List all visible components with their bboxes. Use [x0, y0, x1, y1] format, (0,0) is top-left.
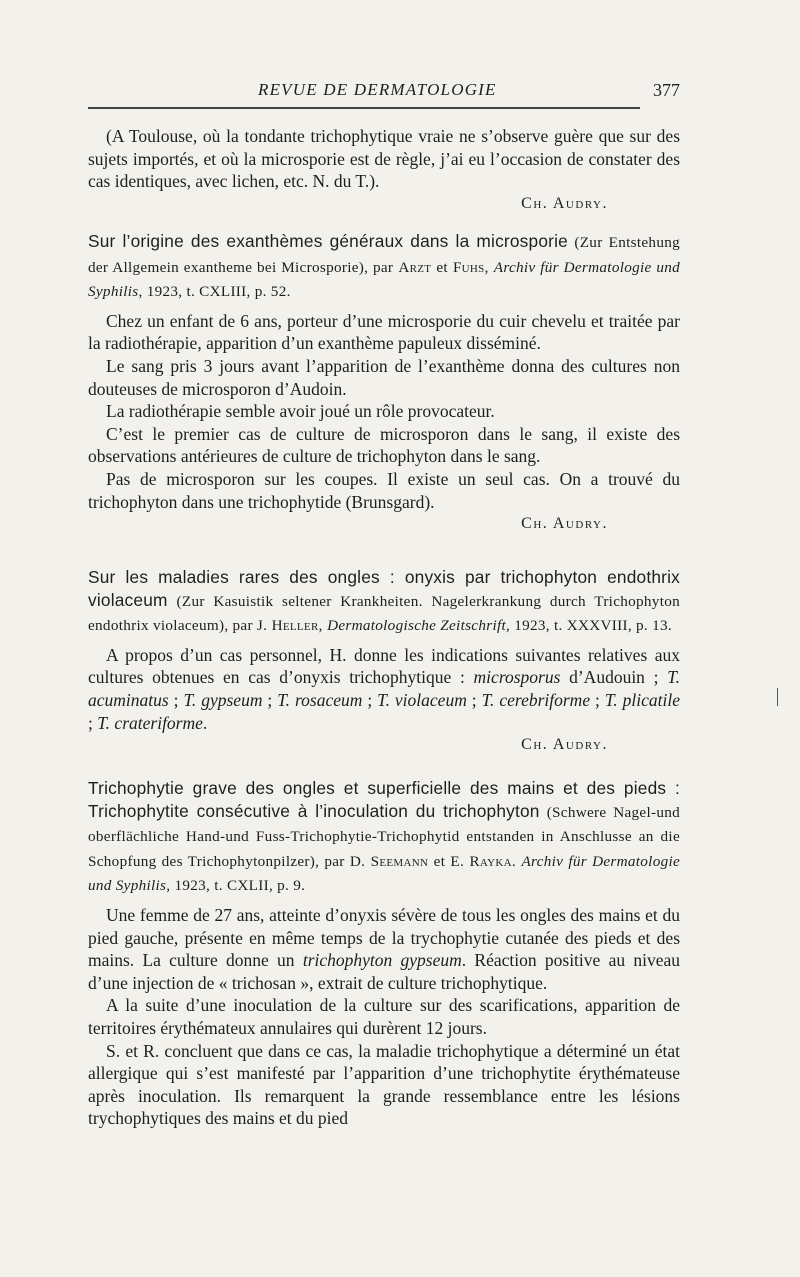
article-1-heading: Sur l’origine des exanthèmes généraux dans la microsporie (Zur Entstehung der Allgemein exantheme bei Microsporie), par Arzt et Fuhs, Archiv für Dermatologie und Syphilis, 1923, t. CXLIII, p. 52.: [88, 231, 681, 301]
article-2-signature: Ch. Audry.: [521, 736, 608, 754]
article-1-paragraph: Pas de microsporon sur les coupes. Il existe un seul cas. On a trouvé du trichophyton dans une trichophytide (Brunsgard).: [88, 468, 680, 512]
article-2-paragraph: A propos d’un cas personnel, H. donne les indications suivantes relatives aux cultures obtenues en cas d’onyxis trichophytique : microsporus d’Audouin ; T. acuminatus ; T. gypseum ; T. rosaceum ; T. violaceum ; T. cerebriforme ; T. plicatile ; T. crateriforme.: [88, 644, 681, 733]
article-1-paragraph: Le sang pris 3 jours avant l’apparition de l’exanthème donna des cultures non douteuses de microsporon d’Audoin.: [88, 355, 680, 399]
page-header: [88, 80, 680, 102]
journal-archiv: Archiv für Dermatologie und Syphilis: [88, 852, 681, 895]
article-3-paragraph: S. et R. concluent que dans ce cas, la maladie trichophytique a déterminé un état allergique qui s’est manifesté par l’apparition d’une trichophytite érythémateuse après inoculation. Ils remarquent la grande ressemblance entre les lésions trychophytiques des mains et du pied: [88, 1040, 680, 1129]
article-1-paragraph: Chez un enfant de 6 ans, porteur d’une microsporie du cuir chevelu et traitée par la radiothérapie, apparition d’un exanthème papuleux disséminé.: [88, 310, 680, 354]
article-1-paragraph: C’est le premier cas de culture de microsporon dans le sang, il existe des observations antérieures de culture de trichophyton dans le sang.: [88, 423, 680, 467]
species-name: microsporus: [473, 667, 561, 688]
article-1: [88, 230, 680, 536]
article-2-heading: Sur les maladies rares des ongles : onyxis par trichophyton endothrix violaceum (Zur Kasuistik seltener Krankheiten. Nagelerkrankung durch Trichophyton endothrix violaceum), par J. Heller, Dermatologische Zeitschrift, 1923, t. XXXVIII, p. 13.: [88, 567, 681, 635]
page-number: 377: [653, 80, 680, 100]
article-1-title: Sur l’origine des exanthèmes généraux dans la microsporie: [88, 231, 568, 251]
margin-mark: [777, 688, 778, 706]
article-2: [88, 566, 680, 757]
species-name: T. rosaceum: [277, 689, 363, 710]
article-3-heading: Trichophytie grave des ongles et superficielle des mains et des pieds : Trichophytite consécutive à l’inoculation du trichophyton (Schwere Nagel-und oberflächliche Hand-und Fuss-Trichophytie-Trichophytid entstanden in Anschlusse an die Schopfung des Trichophytonpilzer), par D. Seemann et E. Rayka. Archiv für Dermatologie und Syphilis, 1923, t. CXLII, p. 9.: [88, 778, 681, 895]
article-3-title-2: Trichophytite consécutive à l’inoculation du trichophyton: [88, 800, 540, 821]
author-seemann: Seemann: [370, 852, 429, 870]
species-name: T. gypseum: [183, 689, 263, 710]
author-arzt: Arzt: [398, 258, 432, 276]
species-name: T. violaceum: [377, 689, 467, 710]
species-name: T. cerebriforme: [481, 689, 591, 710]
intro-paragraph: (A Toulouse, où la tondante trichophytique vraie ne s’observe guère que sur des sujets importés, et où la microsporie est de règle, j’ai eu l’occasion de constater des cas identiques, avec lichen, etc. N. du T.).: [88, 126, 680, 192]
species-name: T. plicatile: [604, 689, 680, 710]
article-1-signature: Ch. Audry.: [521, 515, 608, 533]
article-2-title: Sur les maladies rares des ongles : onyxis par trichophyton endothrix violaceum: [88, 567, 680, 610]
author-heller: Heller: [271, 617, 319, 635]
article-3-paragraph: A la suite d’une inoculation de la culture sur des scarifications, apparition de territoires érythémateux annulaires qui durèrent 12 jours.: [88, 995, 680, 1038]
species-name: T. acuminatus: [88, 667, 681, 710]
species-name: trichophyton gypseum: [302, 950, 462, 971]
intro-signature: Ch. Audry.: [521, 194, 608, 212]
journal-dermatologische: Dermatologische Zeitschrift: [327, 617, 507, 635]
intro-section: [88, 125, 680, 215]
species-name: T. crateriforme: [97, 712, 203, 733]
author-rayka: Rayka: [469, 852, 512, 870]
journal-archiv: Archiv für Dermatologie und Syphilis: [88, 258, 681, 301]
header-rule: [88, 107, 640, 109]
article-1-paragraph: La radiothérapie semble avoir joué un rôle provocateur.: [106, 401, 495, 422]
article-3-title-1: Trichophytie grave des ongles et superficielle des mains et des pieds :: [88, 778, 680, 798]
author-fuhs: Fuhs: [452, 258, 485, 276]
running-title: REVUE DE DERMATOLOGIE: [258, 80, 497, 99]
article-3: [88, 777, 680, 1130]
article-3-paragraph: Une femme de 27 ans, atteinte d’onyxis sévère de tous les ongles des mains et du pied gauche, présente en même temps de la trychophytie cutanée des pieds et des mains. La culture donne un trichophyton gypseum. Réaction positive au niveau d’une injection de « trichosan », extrait de culture trichophytique.: [88, 904, 681, 993]
